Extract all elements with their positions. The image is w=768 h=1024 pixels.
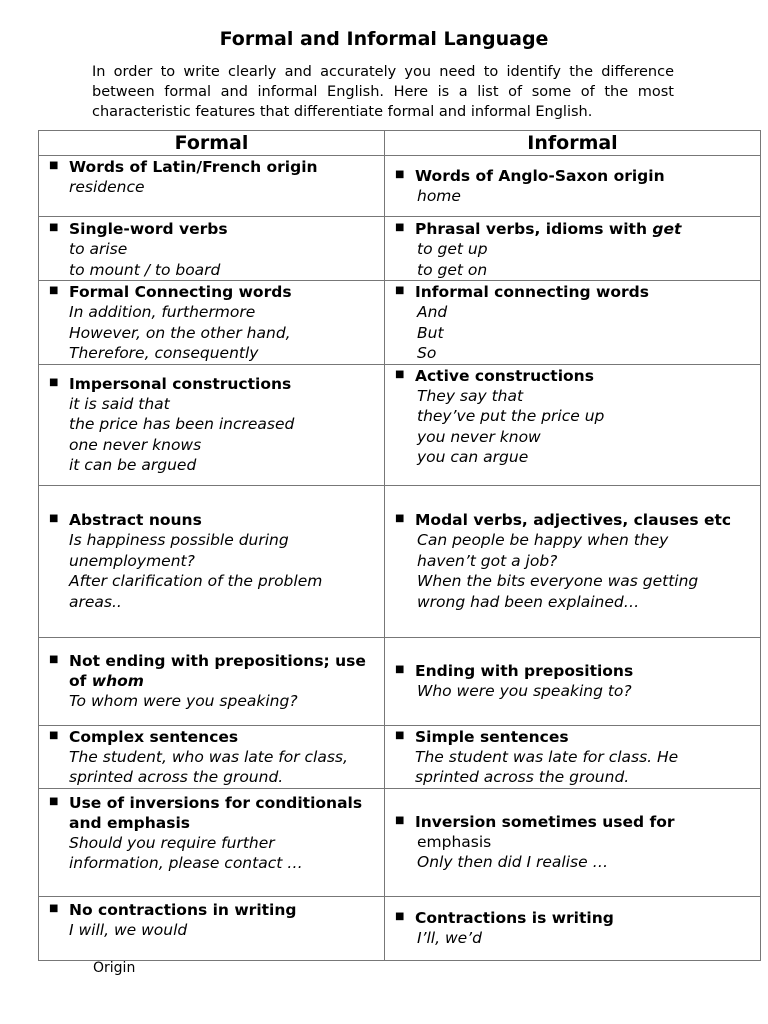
bullet-icon: ■: [395, 729, 405, 741]
table-row: [39, 788, 761, 896]
formal-example: to arise: [69, 240, 128, 258]
formal-cell: [39, 896, 385, 960]
bullet-icon: ■: [395, 814, 405, 826]
informal-cell: [385, 896, 761, 960]
informal-example: So: [417, 344, 437, 362]
informal-feature-heading: ■ Active constructions: [395, 366, 594, 385]
bullet-icon: ■: [49, 160, 59, 171]
informal-cell: [385, 637, 761, 725]
formal-cell: [39, 217, 385, 281]
formal-example: areas..: [69, 592, 122, 611]
formal-feature-heading: ■ Complex sentences: [49, 727, 239, 746]
informal-example: to get up: [417, 240, 488, 258]
footer-origin-label: Origin: [93, 960, 136, 976]
informal-feature-heading: ■ Simple sentences: [395, 727, 569, 746]
formal-feature-heading: ■ Abstract nouns: [49, 511, 202, 529]
formal-cell: [39, 156, 385, 217]
informal-feature-heading: ■ Phrasal verbs, idioms with get: [395, 220, 682, 238]
informal-example: They say that: [417, 386, 524, 405]
formal-example: residence: [69, 178, 145, 196]
bullet-icon: ■: [395, 169, 405, 180]
table-header-row: [39, 131, 761, 156]
formal-example: it is said that: [69, 394, 170, 413]
formal-feature-heading: ■ Use of inversions for conditionals and emphasis: [49, 793, 363, 832]
formal-example: Should you require further: [69, 833, 275, 852]
informal-example: Only then did I realise …: [417, 852, 609, 871]
formal-cell: [39, 725, 385, 788]
formal-example: Therefore, consequently: [69, 344, 259, 362]
emphasis-word: get: [652, 220, 682, 238]
formal-example: I will, we would: [69, 920, 188, 939]
informal-cell: [385, 725, 761, 788]
informal-example: to get on: [417, 260, 488, 279]
table-row: [39, 156, 761, 217]
document-title: Formal and Informal Language: [219, 28, 549, 50]
informal-example: you can argue: [417, 448, 529, 466]
formal-example: To whom were you speaking?: [69, 691, 298, 710]
table-row: [39, 217, 761, 281]
bullet-icon: ■: [49, 729, 59, 741]
informal-example: But: [417, 323, 444, 342]
informal-example: home: [417, 187, 461, 205]
formal-example: In addition, furthermore: [69, 303, 256, 321]
informal-example: wrong had been explained…: [417, 592, 640, 611]
formal-feature-heading: ■ Formal Connecting words: [49, 283, 292, 301]
formal-cell: [39, 281, 385, 365]
formal-feature-heading: ■ Not ending with prepositions; use of whom: [49, 651, 366, 690]
informal-feature-heading: ■ Modal verbs, adjectives, clauses etc: [395, 511, 732, 529]
informal-example: Can people be happy when they: [417, 531, 669, 549]
informal-example: you never know: [417, 427, 541, 446]
intro-paragraph: In order to write clearly and accurately you need to identify the difference between formal and informal English. Here is a list of some of the most characteristic features that differentiate formal and informal English.: [92, 64, 674, 120]
informal-cell: [385, 217, 761, 281]
formal-cell: [39, 364, 385, 485]
formal-feature-heading: ■ No contractions in writing: [49, 900, 297, 919]
bullet-icon: ■: [395, 222, 405, 233]
informal-feature-heading: ■ Contractions is writing: [395, 908, 614, 927]
bullet-icon: ■: [49, 222, 59, 233]
formal-example: However, on the other hand,: [69, 323, 291, 342]
informal-cell: [385, 788, 761, 896]
informal-example: The student was late for class. He: [415, 747, 679, 766]
bullet-icon: ■: [49, 795, 59, 807]
informal-feature-heading: ■ Informal connecting words: [395, 283, 649, 301]
formal-example: sprinted across the ground.: [69, 768, 284, 786]
bullet-icon: ■: [49, 653, 59, 665]
informal-cell: [385, 281, 761, 365]
informal-example: I’ll, we’d: [417, 928, 482, 947]
table-row: [39, 485, 761, 637]
informal-feature-heading: ■ Inversion sometimes used for: [395, 812, 675, 831]
table-row: [39, 281, 761, 365]
informal-feature-heading: ■ Words of Anglo-Saxon origin: [395, 167, 665, 185]
table-row: [39, 364, 761, 485]
bullet-icon: ■: [395, 368, 405, 380]
formal-cell: [39, 637, 385, 725]
column-header-informal: Informal: [385, 131, 761, 156]
formal-cell: [39, 485, 385, 637]
bullet-icon: ■: [395, 910, 405, 922]
informal-heading-continuation: emphasis: [417, 832, 492, 851]
formal-example: it can be argued: [69, 456, 197, 474]
comparison-table: [38, 130, 761, 961]
informal-cell: [385, 156, 761, 217]
informal-example: haven’t got a job?: [417, 551, 558, 570]
bullet-icon: ■: [395, 513, 405, 524]
informal-cell: [385, 364, 761, 485]
informal-example: And: [417, 303, 448, 321]
formal-example: one never knows: [69, 435, 202, 454]
informal-example: they’ve put the price up: [417, 407, 605, 425]
table-row: [39, 896, 761, 960]
informal-example: When the bits everyone was getting: [417, 572, 699, 590]
bullet-icon: ■: [49, 902, 59, 914]
bullet-icon: ■: [395, 285, 405, 296]
emphasis-word: whom: [91, 671, 144, 690]
bullet-icon: ■: [49, 513, 59, 524]
formal-cell: [39, 788, 385, 896]
informal-example: sprinted across the ground.: [415, 768, 630, 786]
bullet-icon: ■: [49, 285, 59, 296]
table-row: [39, 637, 761, 725]
formal-feature-heading: ■ Single-word verbs: [49, 220, 228, 238]
formal-feature-heading: ■ Impersonal constructions: [49, 374, 292, 393]
formal-example: the price has been increased: [69, 415, 295, 433]
informal-example: Who were you speaking to?: [417, 681, 632, 700]
formal-example: Is happiness possible during: [69, 531, 289, 549]
formal-example: The student, who was late for class,: [69, 747, 348, 766]
bullet-icon: ■: [395, 663, 405, 675]
table-row: [39, 725, 761, 788]
bullet-icon: ■: [49, 376, 59, 388]
formal-example: to mount / to board: [69, 260, 221, 279]
formal-example: unemployment?: [69, 551, 195, 570]
informal-feature-heading: ■ Ending with prepositions: [395, 661, 634, 680]
formal-example: information, please contact …: [69, 854, 303, 872]
formal-example: After clarification of the problem: [69, 572, 323, 590]
column-header-formal: Formal: [39, 131, 385, 156]
informal-cell: [385, 485, 761, 637]
formal-feature-heading: ■ Words of Latin/French origin: [49, 158, 318, 176]
